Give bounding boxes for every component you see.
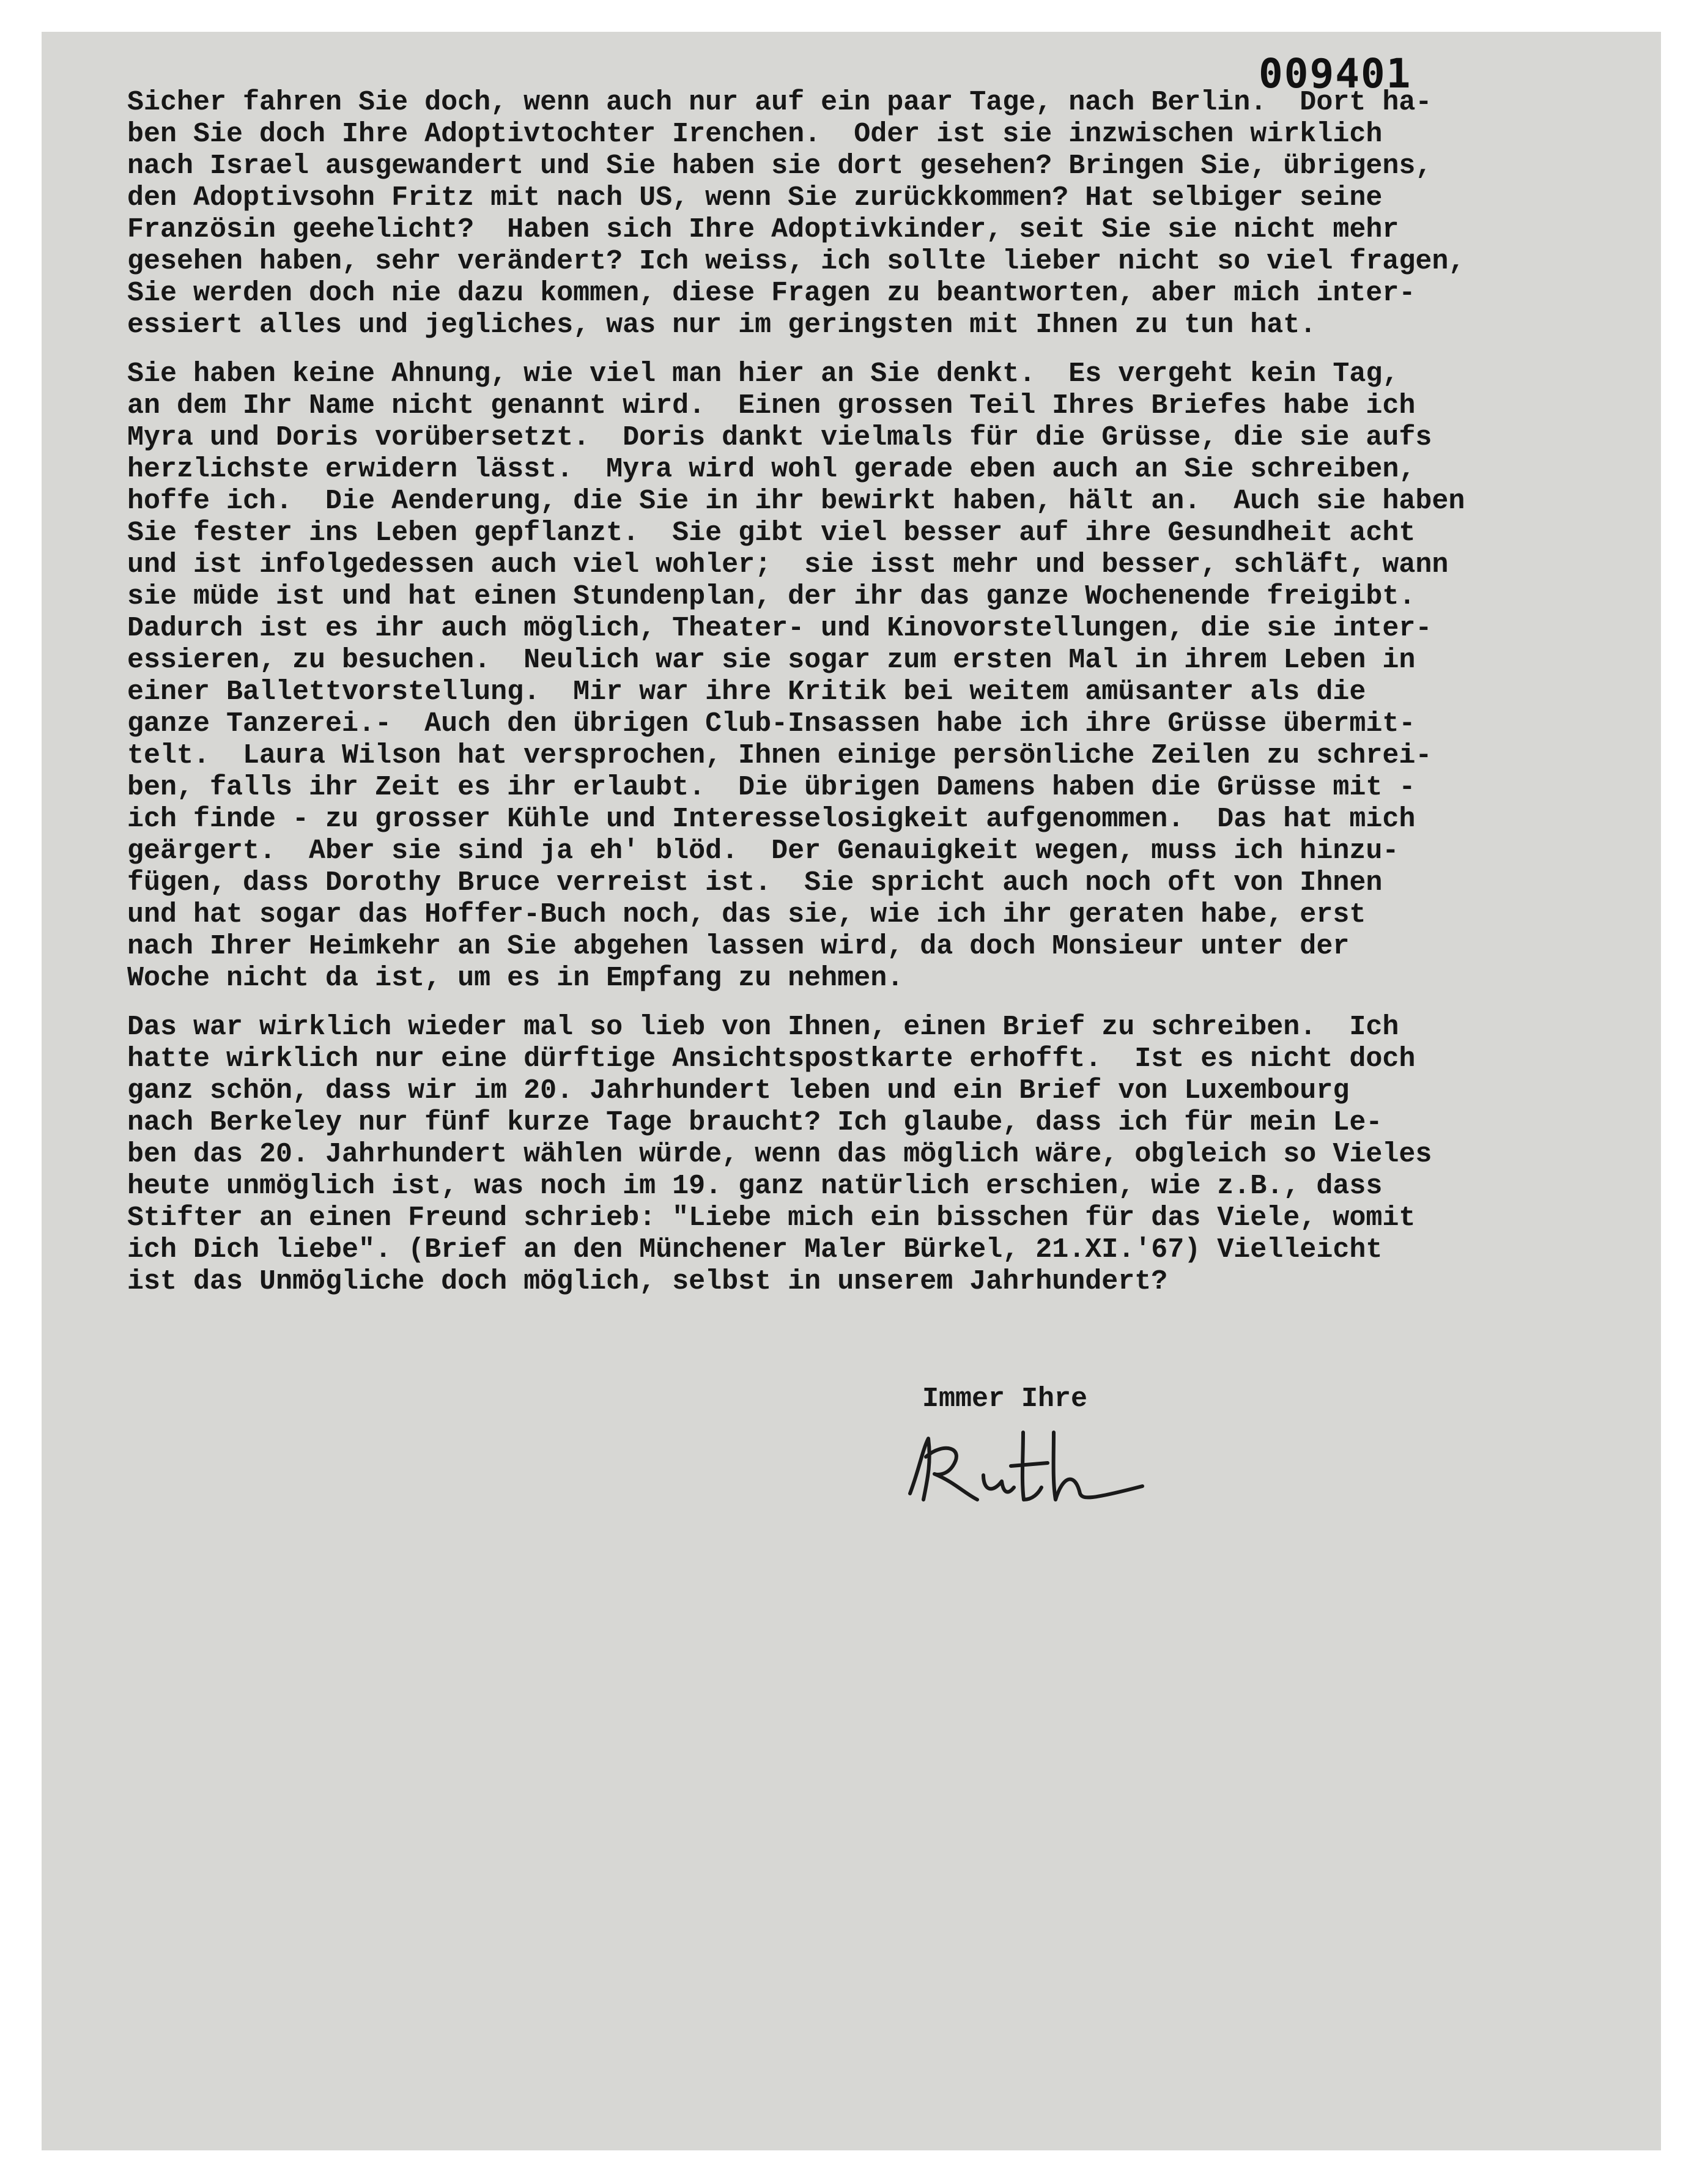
text-line: ich finde - zu grosser Kühle und Interesselosigkeit aufgenommen. Das hat mich bbox=[127, 804, 1416, 835]
text-line: nach Ihrer Heimkehr an Sie abgehen lassen wird, da doch Monsieur unter der bbox=[127, 931, 1350, 962]
paragraph-3 bbox=[127, 1012, 1638, 1298]
text-line: Sicher fahren Sie doch, wenn auch nur auf ein paar Tage, nach Berlin. Dort ha- bbox=[127, 87, 1432, 118]
text-line: und hat sogar das Hoffer-Buch noch, das sie, wie ich ihr geraten habe, erst bbox=[127, 899, 1366, 930]
text-line: hoffe ich. Die Aenderung, die Sie in ihr bewirkt haben, hält an. Auch sie haben bbox=[127, 486, 1465, 517]
text-line: den Adoptivsohn Fritz mit nach US, wenn Sie zurückkommen? Hat selbiger seine bbox=[127, 182, 1383, 213]
text-line: essiert alles und jegliches, was nur im geringsten mit Ihnen zu tun hat. bbox=[127, 309, 1317, 341]
text-line: telt. Laura Wilson hat versprochen, Ihnen einige persönliche Zeilen zu schrei- bbox=[127, 740, 1432, 771]
text-line: heute unmöglich ist, was noch im 19. ganz natürlich erschien, wie z.B., dass bbox=[127, 1171, 1383, 1202]
text-line: sie müde ist und hat einen Stundenplan, der ihr das ganze Wochenende freigibt. bbox=[127, 581, 1416, 612]
text-line: ganze Tanzerei.- Auch den übrigen Club-Insassen habe ich ihre Grüsse übermit- bbox=[127, 708, 1416, 739]
text-line: ben, falls ihr Zeit es ihr erlaubt. Die übrigen Damens haben die Grüsse mit - bbox=[127, 772, 1416, 803]
text-line: hatte wirklich nur eine dürftige Ansichtspostkarte erhofft. Ist es nicht doch bbox=[127, 1043, 1416, 1075]
text-line: Dadurch ist es ihr auch möglich, Theater- und Kinovorstellungen, die sie inter- bbox=[127, 613, 1432, 644]
text-line: an dem Ihr Name nicht genannt wird. Einen grossen Teil Ihres Briefes habe ich bbox=[127, 390, 1416, 421]
text-line: und ist infolgedessen auch viel wohler; sie isst mehr und besser, schläft, wann bbox=[127, 549, 1449, 580]
handwritten-signature bbox=[886, 1408, 1191, 1530]
text-line: ben Sie doch Ihre Adoptivtochter Irenchen. Oder ist sie inzwischen wirklich bbox=[127, 119, 1383, 150]
closing-phrase: Immer Ihre bbox=[922, 1383, 1088, 1415]
paragraph-2 bbox=[127, 358, 1638, 994]
text-line: Französin geehelicht? Haben sich Ihre Adoptivkinder, seit Sie sie nicht mehr bbox=[127, 214, 1399, 245]
letter-body bbox=[127, 87, 1638, 1315]
document-number: 009401 bbox=[1259, 50, 1412, 97]
text-line: geärgert. Aber sie sind ja eh' blöd. Der Genauigkeit wegen, muss ich hinzu- bbox=[127, 835, 1399, 867]
text-line: Sie werden doch nie dazu kommen, diese Fragen zu beantworten, aber mich inter- bbox=[127, 278, 1416, 309]
text-line: ben das 20. Jahrhundert wählen würde, wenn das möglich wäre, obgleich so Vieles bbox=[127, 1139, 1432, 1170]
paragraph-1 bbox=[127, 87, 1638, 341]
letter-page bbox=[42, 32, 1661, 2150]
text-line: Das war wirklich wieder mal so lieb von Ihnen, einen Brief zu schreiben. Ich bbox=[127, 1012, 1399, 1043]
text-line: einer Ballettvorstellung. Mir war ihre Kritik bei weitem amüsanter als die bbox=[127, 676, 1366, 708]
text-line: herzlichste erwidern lässt. Myra wird wohl gerade eben auch an Sie schreiben, bbox=[127, 454, 1416, 485]
text-line: Woche nicht da ist, um es in Empfang zu nehmen. bbox=[127, 963, 904, 994]
text-line: Sie fester ins Leben gepflanzt. Sie gibt viel besser auf ihre Gesundheit acht bbox=[127, 517, 1416, 549]
text-line: gesehen haben, sehr verändert? Ich weiss, ich sollte lieber nicht so viel fragen, bbox=[127, 246, 1465, 277]
text-line: Stifter an einen Freund schrieb: "Liebe mich ein bisschen für das Viele, womit bbox=[127, 1202, 1416, 1234]
text-line: fügen, dass Dorothy Bruce verreist ist. Sie spricht auch noch oft von Ihnen bbox=[127, 867, 1383, 898]
text-line: essieren, zu besuchen. Neulich war sie sogar zum ersten Mal in ihrem Leben in bbox=[127, 645, 1416, 676]
text-line: ist das Unmögliche doch möglich, selbst in unserem Jahrhundert? bbox=[127, 1266, 1168, 1297]
text-line: ganz schön, dass wir im 20. Jahrhundert leben und ein Brief von Luxembourg bbox=[127, 1075, 1350, 1106]
text-line: nach Israel ausgewandert und Sie haben sie dort gesehen? Bringen Sie, übrigens, bbox=[127, 150, 1432, 182]
text-line: Myra und Doris vorübersetzt. Doris dankt vielmals für die Grüsse, die sie aufs bbox=[127, 422, 1432, 453]
text-line: nach Berkeley nur fünf kurze Tage braucht? Ich glaube, dass ich für mein Le- bbox=[127, 1107, 1383, 1138]
text-line: Sie haben keine Ahnung, wie viel man hier an Sie denkt. Es vergeht kein Tag, bbox=[127, 358, 1399, 390]
text-line: ich Dich liebe". (Brief an den Münchener Maler Bürkel, 21.XI.'67) Vielleicht bbox=[127, 1234, 1383, 1265]
